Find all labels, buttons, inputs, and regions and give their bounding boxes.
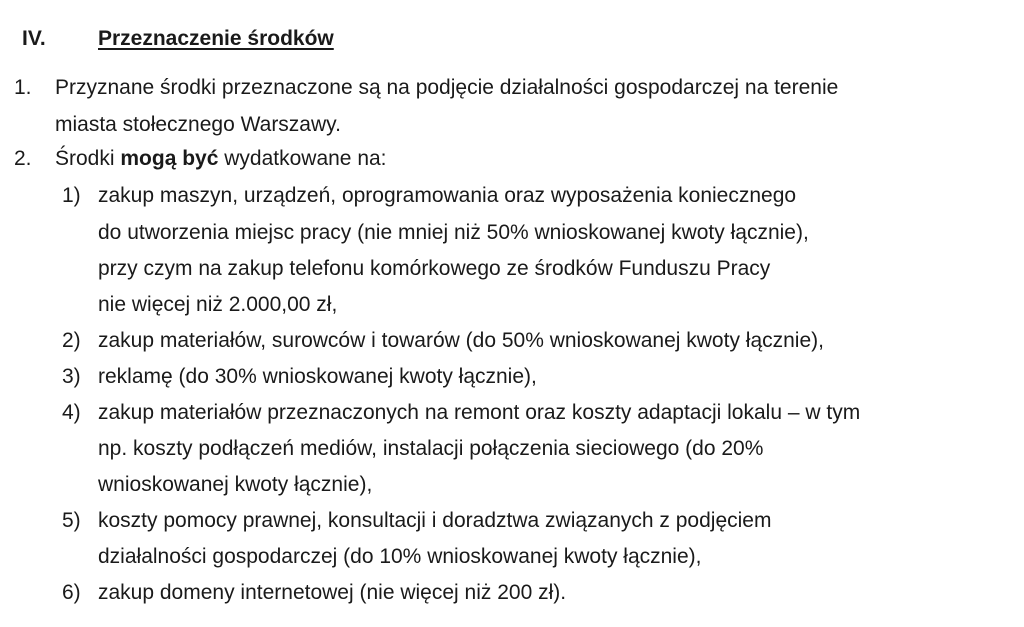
subpoint-2-line-1: zakup materiałów, surowców i towarów (do 50% wnioskowanej kwoty łącznie), <box>98 329 824 352</box>
subpoint-1-line-1: zakup maszyn, urządzeń, oprogramowania oraz wyposażenia koniecznego <box>98 184 797 207</box>
point-2-intro-before: Środki <box>55 147 115 170</box>
subpoint-1-line-3: przy czym na zakup telefonu komórkowego ze środków Funduszu Pracy <box>98 257 771 280</box>
subpoint-1-line-4: nie więcej niż 2.000,00 zł, <box>98 293 338 316</box>
subpoint-1-line-2: do utworzenia miejsc pracy (nie mniej niż 50% wnioskowanej kwoty łącznie), <box>98 221 809 244</box>
subpoint-4-line-1: zakup materiałów przeznaczonych na remont oraz koszty adaptacji lokalu – w tym <box>98 401 861 424</box>
subpoint-5-line-1: koszty pomocy prawnej, konsultacji i doradztwa związanych z podjęciem <box>98 509 772 532</box>
subpoint-6-marker: 6) <box>62 581 81 604</box>
section-number: IV. <box>22 27 46 50</box>
subpoint-4-line-3: wnioskowanej kwoty łącznie), <box>98 473 373 496</box>
point-1-line-2: miasta stołecznego Warszawy. <box>55 113 341 136</box>
subpoint-6-line-1: zakup domeny internetowej (nie więcej niż 200 zł). <box>98 581 567 604</box>
point-1-marker: 1. <box>14 76 32 99</box>
point-2-intro-bold: mogą być <box>120 147 219 170</box>
point-2-marker: 2. <box>14 147 32 170</box>
point-2-intro-after: wydatkowane na: <box>224 147 387 170</box>
subpoint-5-marker: 5) <box>62 509 81 532</box>
subpoint-1-marker: 1) <box>62 184 81 207</box>
subpoint-3-marker: 3) <box>62 365 81 388</box>
subpoint-4-marker: 4) <box>62 401 81 424</box>
point-1-line-1: Przyznane środki przeznaczone są na podjęcie działalności gospodarczej na terenie <box>55 76 839 99</box>
section-title: Przeznaczenie środków <box>98 27 334 50</box>
subpoint-5-line-2: działalności gospodarczej (do 10% wnioskowanej kwoty łącznie), <box>98 545 702 568</box>
section-heading <box>22 27 334 51</box>
subpoint-4-line-2: np. koszty podłączeń mediów, instalacji połączenia sieciowego (do 20% <box>98 437 764 460</box>
subpoint-2-marker: 2) <box>62 329 81 352</box>
subpoint-3-line-1: reklamę (do 30% wnioskowanej kwoty łącznie), <box>98 365 537 388</box>
point-2-intro <box>55 146 387 172</box>
